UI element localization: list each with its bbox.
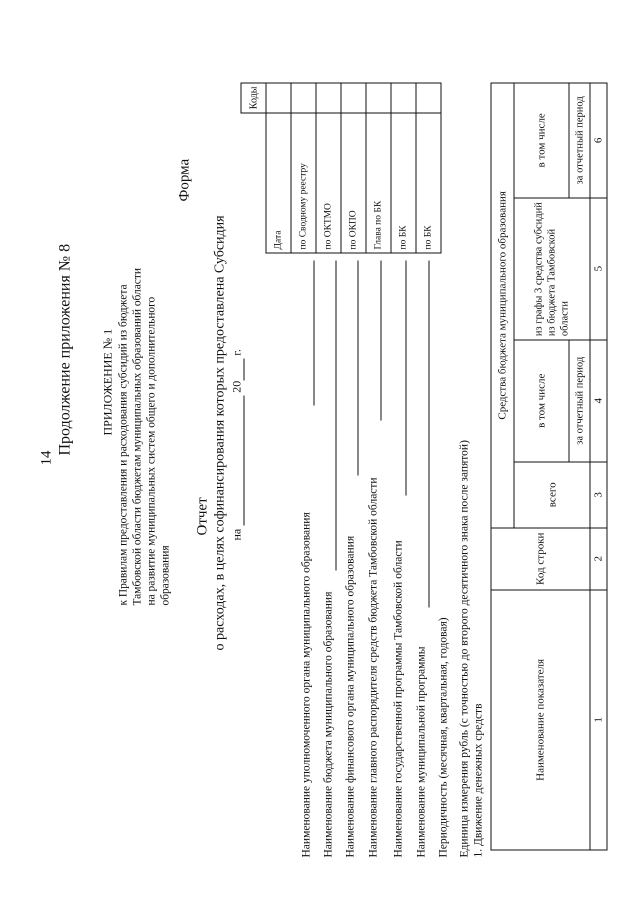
field-line-3[interactable] [357,260,358,475]
field-main-administrator: Наименование главного распорядителя средств бюджета Тамбовской области [367,476,379,857]
col-header-code: Код строки [491,527,590,589]
date-suffix: г. [229,348,243,356]
codes-label-bk-1: по БК [391,112,416,252]
field-line-4[interactable] [380,260,381,420]
codes-row [416,83,441,253]
col-header-name: Наименование показателя [491,589,590,849]
col-header-total: всего [514,461,590,527]
table-row [590,83,607,850]
col-header-from-subsidies: из графы 3 средства субсидий из бюджета Тамбовской области [514,197,590,339]
codes-row [366,83,391,253]
field-unit: Единица измерения рубль (с точностью до второго десятичного знака после запятой) [458,439,470,857]
date-prefix: на [229,528,243,540]
field-financial-body: Наименование финансового органа муниципального образования [344,535,356,857]
codes-value[interactable] [366,83,391,113]
report-title: Отчет [194,496,210,535]
codes-row [266,83,291,253]
codes-value[interactable] [266,83,291,113]
appendix-title: ПРИЛОЖЕНИЕ № 1 [100,328,114,435]
codes-row [341,83,366,253]
appendix-line-1: к Правилам предоставления и расходования субсидий из бюджета [117,284,129,605]
field-state-program: Наименование государственной программы Тамбовской области [392,539,404,857]
appendix-line-4: образования [159,544,171,605]
col-number: 3 [590,461,607,527]
codes-row [316,83,341,253]
codes-value[interactable] [416,83,441,113]
col-header-incl: в том числе [514,339,569,461]
field-line-1[interactable] [313,260,314,405]
codes-value[interactable] [316,83,341,113]
field-authorized-body: Наименование уполномоченного органа муниципального образования [300,511,312,857]
codes-label-bk-2: по БК [416,112,441,252]
codes-label-oktmo: по ОКТМО [316,112,341,252]
report-date-line [229,349,244,540]
field-periodicity: Периодичность (месячная, квартальная, годовая) [437,616,449,857]
field-budget-name: Наименование бюджета муниципального образования [322,591,334,857]
codes-row [291,83,316,253]
codes-label-date: Дата [266,112,291,252]
codes-label-okpo: по ОКПО [341,112,366,252]
codes-value[interactable] [341,83,366,113]
codes-label-chapter: Глава по БК [366,112,391,252]
col-number: 1 [590,589,607,849]
codes-header-row [241,83,266,253]
col-header-incl-period: за отчетный период [569,339,590,461]
page-number: 14 [38,450,54,465]
year-blank[interactable] [233,358,244,380]
cash-flow-table [490,82,607,850]
field-municipal-program: Наименование муниципальной программы [415,646,427,857]
col-header-group: Средства бюджета муниципального образования [491,83,514,528]
date-year: 20 [229,380,243,393]
continuation-heading: Продолжение приложения № 8 [56,243,73,455]
col-number: 2 [590,527,607,589]
section-heading: 1. Движение денежных средств [472,703,484,857]
field-line-2[interactable] [335,260,336,570]
table-header-row [491,83,514,850]
col-header-incl-2: в том числе [514,83,569,198]
codes-row [391,83,416,253]
col-number: 4 [590,339,607,461]
codes-header: Коды [241,83,266,113]
codes-value[interactable] [391,83,416,113]
field-line-6[interactable] [428,260,429,607]
form-label: Форма [176,158,192,201]
codes-value[interactable] [291,83,316,113]
appendix-line-3: на развитие муниципальных систем общего и дополнительного [145,296,157,605]
date-blank[interactable] [233,395,244,525]
field-line-5[interactable] [405,260,406,495]
codes-label-registry: по Сводному реестру [291,112,316,252]
codes-table [240,82,441,253]
appendix-line-2: Тамбовской области бюджетам муниципальных образований области [131,267,143,605]
col-number: 5 [590,197,607,339]
report-subtitle: о расходах, в целях софинансирования которых предоставлена Субсидия [212,214,227,650]
col-header-incl2-period: за отчетный период [569,83,590,198]
col-number: 6 [590,83,607,198]
